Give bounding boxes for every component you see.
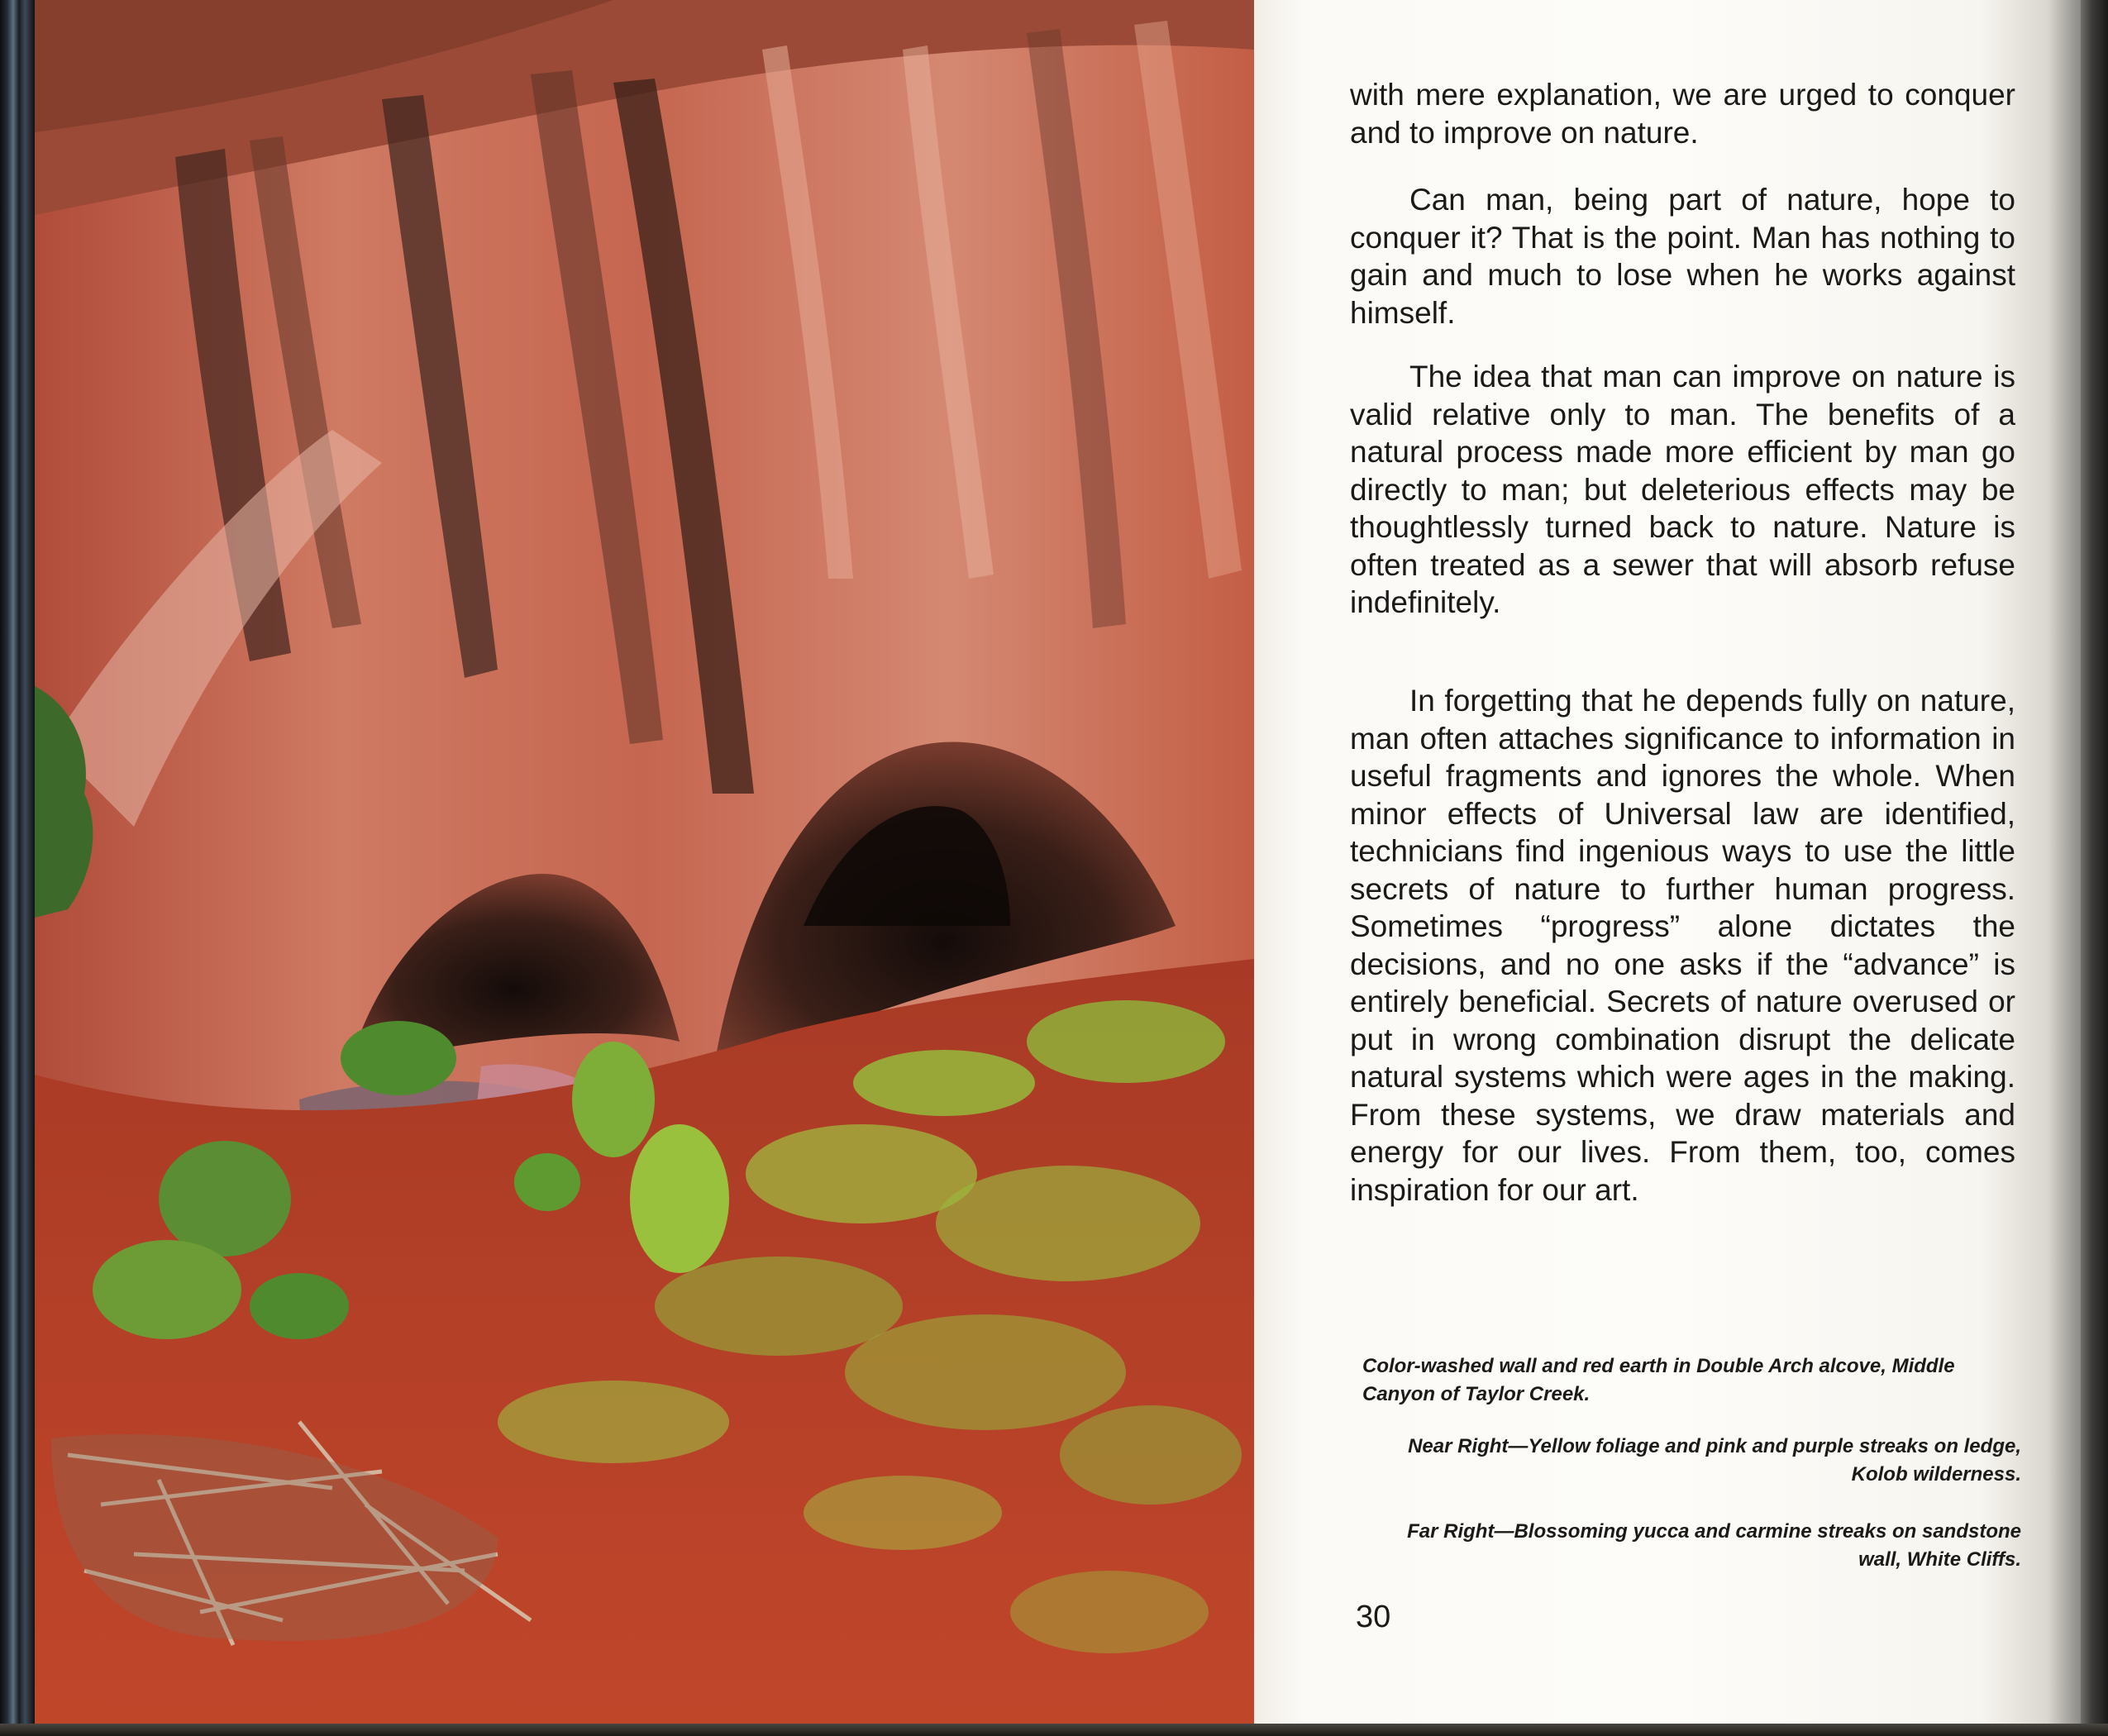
photo-caption: Color-washed wall and red earth in Double Arch alcove, Middle Canyon of Taylor Creek. [1362,1355,1955,1405]
paragraph-improve: The idea that man can improve on nature is valid relative only to man. The benefits of a natural process made more efficient by man go directly to man; but deleterious effects may be thoughtlessly turned back to nature. Nature is often treated as a sewer that will absorb refuse indefinitely. [1350,360,2015,619]
paragraph-forgetting: In forgetting that he depends fully on nature, man often attaches significance to information in useful fragments and ignores the whole. When minor effects of Universal law are identified, technicians find ingenious ways to use the little secrets of nature to further human progress. Sometimes “progress” alone dictates the decisions, and no one asks if the “advance” is entirely beneficial. Secrets of nature overused or put in wrong combination disrupt the delicate natural systems which were ages in the making. From these systems, we draw materials and energy for our lives. From them, too, comes inspiration for our art. [1350,684,2015,1207]
right-page-edge [2081,0,2108,1736]
left-page-edge [0,0,35,1736]
bottom-shadow [0,1724,2108,1736]
caption-far-right: Far Right—Blossoming yucca and carmine streaks on sandstone wall, White Cliffs. [1407,1520,2021,1571]
canyon-photograph [35,0,1254,1724]
page-number: 30 [1356,1600,1391,1634]
paragraph-conquer: Can man, being part of nature, hope to conquer it? That is the point. Man has nothing to gain and much to lose when he works against himself. [1350,183,2015,330]
caption-near-right: Near Right—Yellow foliage and pink and purple streaks on ledge, Kolob wilderness. [1408,1435,2021,1486]
paragraph-continued: with mere explanation, we are urged to conquer and to improve on nature. [1350,78,2015,150]
